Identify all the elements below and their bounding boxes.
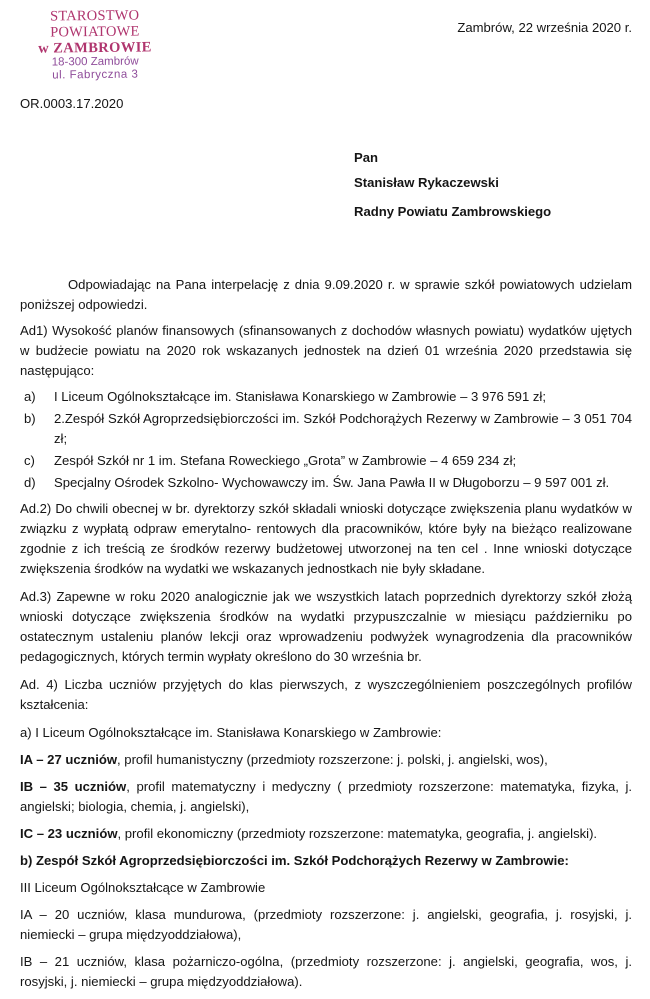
- class-entry: [20, 824, 632, 844]
- recipient-block: [354, 148, 551, 227]
- office-stamp: [6, 7, 185, 83]
- list-marker: a): [24, 389, 36, 404]
- recipient-salutation: Pan: [354, 150, 379, 165]
- list-item-text: I Liceum Ogólnokształcące im. Stanisława Konarskiego w Zambrowie – 3 976 591 zł;: [54, 389, 546, 404]
- class-count: IA – 27 uczniów: [20, 752, 118, 767]
- class-entry: [20, 777, 632, 817]
- recipient-title: Radny Powiatu Zambrowskiego: [354, 204, 552, 219]
- class-description: , profil ekonomiczny (przedmioty rozszerzone: matematyka, geografia, j. angielski).: [117, 826, 598, 841]
- list-marker: b): [24, 411, 36, 426]
- budget-list: [20, 387, 632, 493]
- ad2-paragraph: Ad.2) Do chwili obecnej w br. dyrektorzy szkół składali wnioski dotyczące zwiększenia planu wydatków w związku z wypłatą odpraw emerytalno- rentowych dla pracowników, które były na bieżąco realizowane zgodnie z ich treścią ze środków rezerwy budżetowej utworzonej na ten cel . Inne wnioski dotyczące zwiększenia środków na wydatki we wskazanych jednostkach nie były składane.: [20, 501, 632, 576]
- list-item: [20, 387, 632, 407]
- ad4-paragraph: Ad. 4) Liczba uczniów przyjętych do klas pierwszych, z wyszczególnieniem poszczególnych profilów kształcenia:: [20, 677, 632, 712]
- stamp-line-3: 18-300 Zambrów: [51, 55, 139, 69]
- intro-paragraph: Odpowiadając na Pana interpelację z dnia 9.09.2020 r. w sprawie szkół powiatowych udzielam poniższej odpowiedzi.: [20, 277, 632, 312]
- list-item-text: Zespół Szkół nr 1 im. Stefana Roweckiego „Grota” w Zambrowie – 4 659 234 zł;: [54, 453, 517, 468]
- school-b-heading: [20, 851, 632, 871]
- list-marker: d): [24, 475, 36, 490]
- class-entry: IB – 21 uczniów, klasa pożarniczo-ogólna, (przedmioty rozszerzone: j. angielski, geografia, wos, j. rosyjski, j. niemiecki – grupa międzyoddziałowa).: [20, 954, 632, 989]
- reference-number: OR.0003.17.2020: [20, 96, 124, 111]
- school-b-name: b) Zespół Szkół Agroprzedsiębiorczości im. Szkół Podchorążych Rezerwy w Zambrowie:: [20, 853, 569, 868]
- ad1-paragraph: Ad1) Wysokość planów finansowych (sfinansowanych z dochodów własnych powiatu) wydatków ujętych w budżecie powiatu na 2020 rok wskazanych jednostek na dzień 01 września 2020 przedstawia się następująco:: [20, 323, 632, 378]
- stamp-line-2: w ZAMBROWIE: [38, 39, 152, 57]
- class-count: IB – 35 uczniów: [20, 779, 127, 794]
- letter-body: [20, 275, 632, 999]
- list-item: [20, 473, 632, 493]
- letter-date: Zambrów, 22 września 2020 r.: [457, 20, 632, 35]
- list-marker: c): [24, 453, 35, 468]
- list-item: [20, 451, 632, 471]
- list-item-text: 2.Zespół Szkół Agroprzedsiębiorczości im. Szkół Podchorążych Rezerwy w Zambrowie – 3 051 704 zł;: [54, 411, 632, 446]
- list-item: [20, 409, 632, 449]
- school-b-subheading: III Liceum Ogólnokształcące w Zambrowie: [20, 880, 266, 895]
- stamp-line-4: ul. Fabryczna 3: [52, 68, 139, 82]
- recipient-name: Stanisław Rykaczewski: [354, 175, 499, 190]
- class-description: , profil matematyczny i medyczny ( przedmioty rozszerzone: matematyka, fizyka, j. angielski; biologia, chemia, j. angielski),: [20, 779, 632, 814]
- stamp-line-1: STAROSTWO POWIATOWE: [49, 7, 140, 41]
- school-a-heading: a) I Liceum Ogólnokształcące im. Stanisława Konarskiego w Zambrowie:: [20, 725, 442, 740]
- class-description: , profil humanistyczny (przedmioty rozszerzone: j. polski, j. angielski, wos),: [117, 752, 548, 767]
- list-item-text: Specjalny Ośrodek Szkolno- Wychowawczy im. Św. Jana Pawła II w Długoborzu – 9 597 001 zł.: [54, 475, 610, 490]
- ad3-paragraph: Ad.3) Zapewne w roku 2020 analogicznie jak we wszystkich latach poprzednich dyrektorzy szkół złożą wnioski dotyczące zwiększenia środków na wydatki przypuszczalnie w miesiącu październiku po ostatecznym ustaleniu planów lekcji oraz wprowadzeniu podwyżek wynagrodzenia dla pracowników pedagogicznych, których termin wypłaty określono do 30 września br.: [20, 589, 632, 664]
- class-entry: [20, 750, 632, 770]
- class-entry: IA – 20 uczniów, klasa mundurowa, (przedmioty rozszerzone: j. angielski, geografia, j. rosyjski, j. niemiecki – grupa międzyoddziałowa),: [20, 907, 632, 942]
- class-count: IC – 23 uczniów: [20, 826, 118, 841]
